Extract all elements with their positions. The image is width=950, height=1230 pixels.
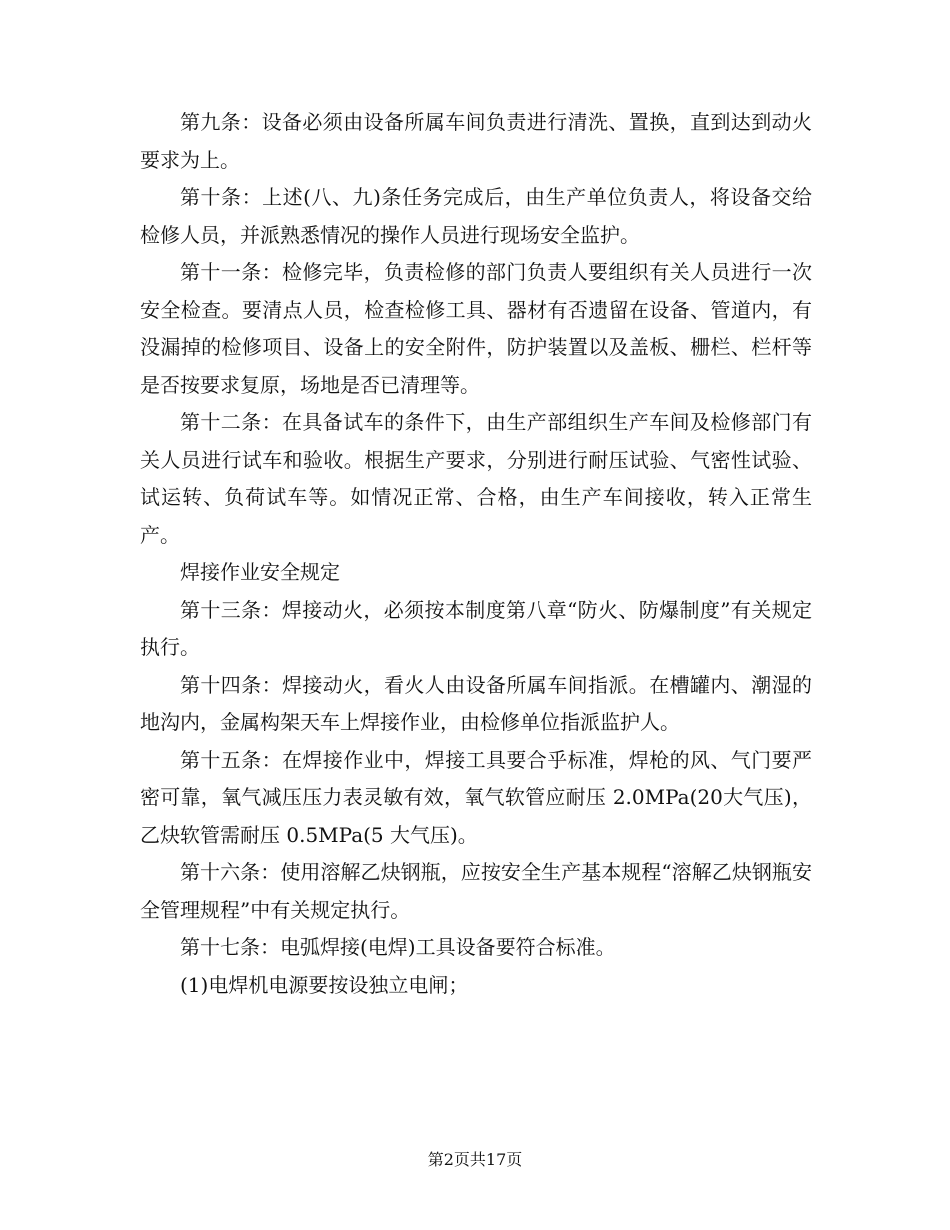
page-number-footer: 第2页共17页 bbox=[427, 1150, 523, 1169]
paragraph-article-11: 第十一条：检修完毕，负责检修的部门负责人要组织有关人员进行一次安全检查。要清点人员，检查检修工具、器材有否遗留在设备、管道内，有没漏掉的检修项目、设备上的安全附件，防护装置以及盖板、栅栏、栏杆等是否按要求复原，场地是否已清理等。 bbox=[140, 260, 812, 397]
document-body bbox=[140, 104, 812, 1004]
section-heading-welding: 焊接作业安全规定 bbox=[180, 560, 340, 584]
paragraph-article-12: 第十二条：在具备试车的条件下，由生产部组织生产车间及检修部门有关人员进行试车和验收。根据生产要求，分别进行耐压试验、气密性试验、试运转、负荷试车等。如情况正常、合格，由生产车间接收，转入正常生产。 bbox=[140, 410, 812, 547]
paragraph-article-9: 第九条：设备必须由设备所属车间负责进行清洗、置换，直到达到动火要求为上。 bbox=[140, 110, 812, 172]
paragraph-article-14: 第十四条：焊接动火，看火人由设备所属车间指派。在槽罐内、潮湿的地沟内，金属构架天车上焊接作业，由检修单位指派监护人。 bbox=[140, 672, 812, 734]
paragraph-article-13: 第十三条：焊接动火，必须按本制度第八章“防火、防爆制度”有关规定执行。 bbox=[140, 597, 812, 659]
paragraph-article-16: 第十六条：使用溶解乙炔钢瓶，应按安全生产基本规程“溶解乙炔钢瓶安全管理规程”中有关规定执行。 bbox=[140, 860, 812, 922]
paragraph-article-15: 第十五条：在焊接作业中，焊接工具要合乎标准，焊枪的风、气门要严密可靠，氧气减压压力表灵敏有效，氧气软管应耐压 2.0MPa(20大气压)，乙炔软管需耐压 0.5MPa(5 大气压)。 bbox=[140, 747, 812, 847]
list-item-1: (1)电焊机电源要按设独立电闸； bbox=[180, 972, 469, 997]
paragraph-article-10: 第十条：上述(八、九)条任务完成后，由生产单位负责人，将设备交给检修人员，并派熟悉情况的操作人员进行现场安全监护。 bbox=[140, 185, 812, 247]
paragraph-article-17: 第十七条：电弧焊接(电焊)工具设备要符合标准。 bbox=[180, 935, 616, 959]
